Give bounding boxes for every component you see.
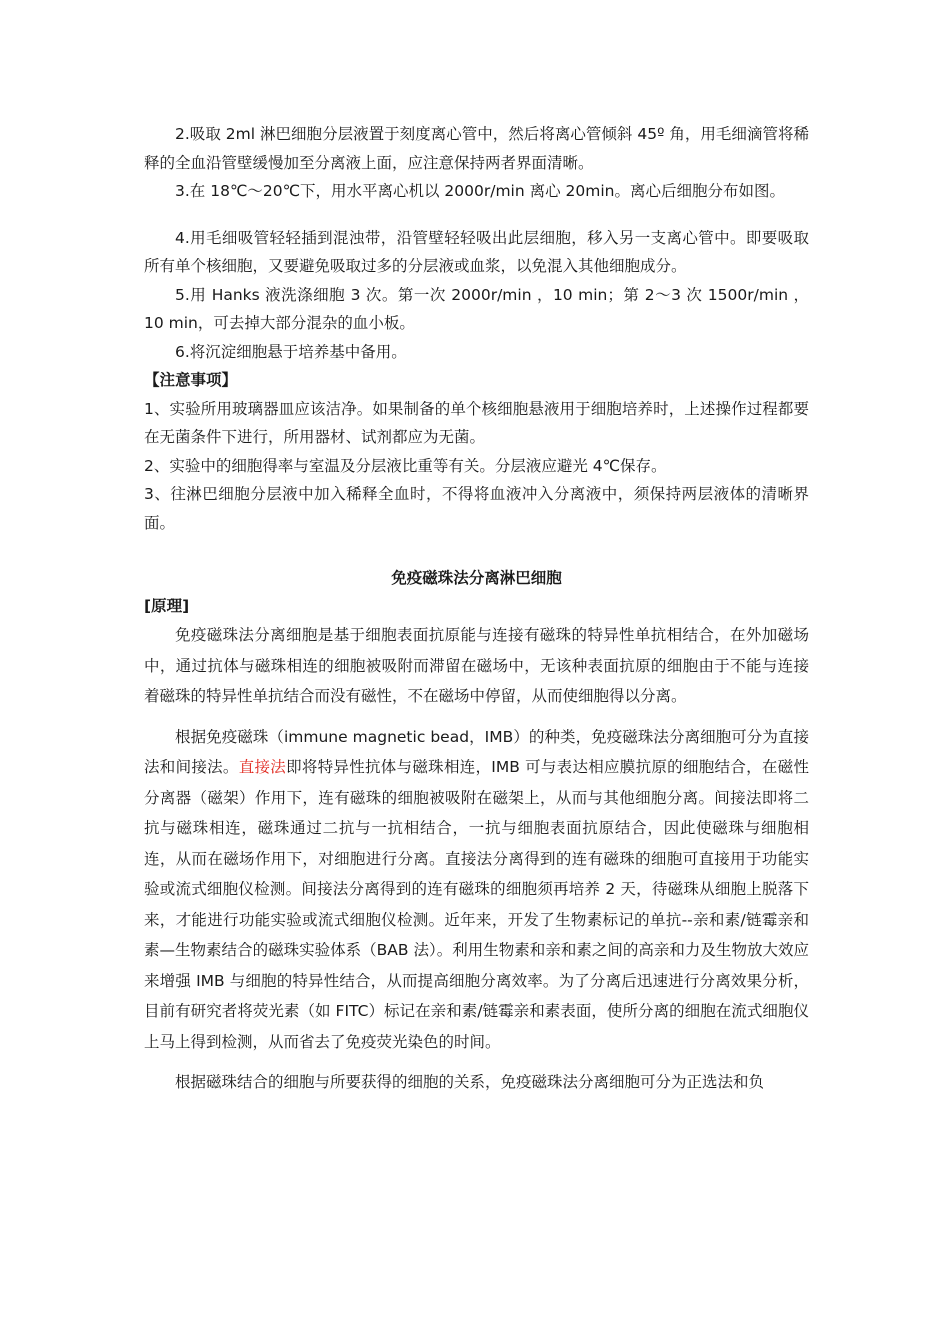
principle-heading: [原理] bbox=[144, 597, 190, 615]
note-1: 1、实验所用玻璃器皿应该洁净。如果制备的单个核细胞悬液用于细胞培养时，上述操作过程都要在无菌条件下进行，所用器材、试剂都应为无菌。 bbox=[144, 399, 809, 446]
p2-text-before: 根据免疫磁珠（immune magnetic bead，IMB）的种类，免疫磁珠法分离细胞可分为直接法和间接法。 bbox=[144, 727, 809, 776]
procedure-section bbox=[144, 120, 809, 537]
section-title: 免疫磁珠法分离淋巴细胞 bbox=[391, 569, 562, 587]
p2-text-after: 即将特异性抗体与磁珠相连，IMB 可与表达相应膜抗原的细胞结合，在磁性分离器（磁架）作用下，连有磁珠的细胞被吸附在磁架上，从而与其他细胞分离。间接法即将二抗与磁珠相连，磁珠通过二抗与一抗相结合，一抗与细胞表面抗原结合，因此使磁珠与细胞相连，从而在磁场作用下，对细胞进行分离。直接法分离得到的连有磁珠的细胞可直接用于功能实验或流式细胞仪检测。间接法分离得到的连有磁珠的细胞须再培养 2 天，待磁珠从细胞上脱落下来，才能进行功能实验或流式细胞仪检测。近年来，开发了生物素标记的单抗--亲和素/链霉亲和素—生物素结合的磁珠实验体系（BAB 法）。利用生物素和亲和素之间的高亲和力及生物放大效应来增强 IMB 与细胞的特异性结合，从而提高细胞分离效率。为了分离后迅速进行分离效果分析，目前有研究者将荧光素（如 FITC）标记在亲和素/链霉亲和素表面，使所分离的细胞在流式细胞仪上马上得到检测，从而省去了免疫荧光染色的时间。 bbox=[144, 758, 809, 1051]
step-2-paragraph: 2.吸取 2ml 淋巴细胞分层液置于刻度离心管中，然后将离心管倾斜 45º 角，用毛细滴管将稀释的全血沿管壁缓慢加至分离液上面，应注意保持两者界面清晰。 bbox=[144, 125, 809, 172]
step-5-paragraph: 5.用 Hanks 液洗涤细胞 3 次。第一次 2000r/min ，10 min；第 2～3 次 1500r/min ，10 min，可去掉大部分混杂的血小板。 bbox=[144, 285, 809, 332]
document-body bbox=[144, 120, 809, 1098]
step-6-paragraph: 6.将沉淀细胞悬于培养基中备用。 bbox=[175, 342, 407, 361]
notes-heading: 【注意事项】 bbox=[144, 371, 238, 389]
principle-paragraph-2 bbox=[144, 722, 809, 1058]
note-2: 2、实验中的细胞得率与室温及分层液比重等有关。分层液应避光 4℃保存。 bbox=[144, 456, 667, 475]
immunomagnetic-section bbox=[144, 592, 809, 1098]
principle-paragraph-1: 免疫磁珠法分离细胞是基于细胞表面抗原能与连接有磁珠的特异性单抗相结合，在外加磁场中，通过抗体与磁珠相连的细胞被吸附而滞留在磁场中，无该种表面抗原的细胞由于不能与连接着磁珠的特异性单抗结合而没有磁性，不在磁场中停留，从而使细胞得以分离。 bbox=[144, 626, 809, 705]
principle-paragraph-3: 根据磁珠结合的细胞与所要获得的细胞的关系，免疫磁珠法分离细胞可分为正选法和负 bbox=[175, 1073, 765, 1091]
direct-method-highlight: 直接法 bbox=[238, 758, 287, 776]
step-4-paragraph: 4.用毛细吸管轻轻插到混浊带，沿管壁轻轻吸出此层细胞，移入另一支离心管中。即要吸取所有单个核细胞，又要避免吸取过多的分层液或血浆，以免混入其他细胞成分。 bbox=[144, 228, 809, 275]
note-3: 3、往淋巴细胞分层液中加入稀释全血时，不得将血液冲入分离液中，须保持两层液体的清晰界面。 bbox=[144, 485, 809, 532]
step-3-paragraph: 3.在 18℃～20℃下，用水平离心机以 2000r/min 离心 20min。离心后细胞分布如图。 bbox=[175, 182, 785, 200]
